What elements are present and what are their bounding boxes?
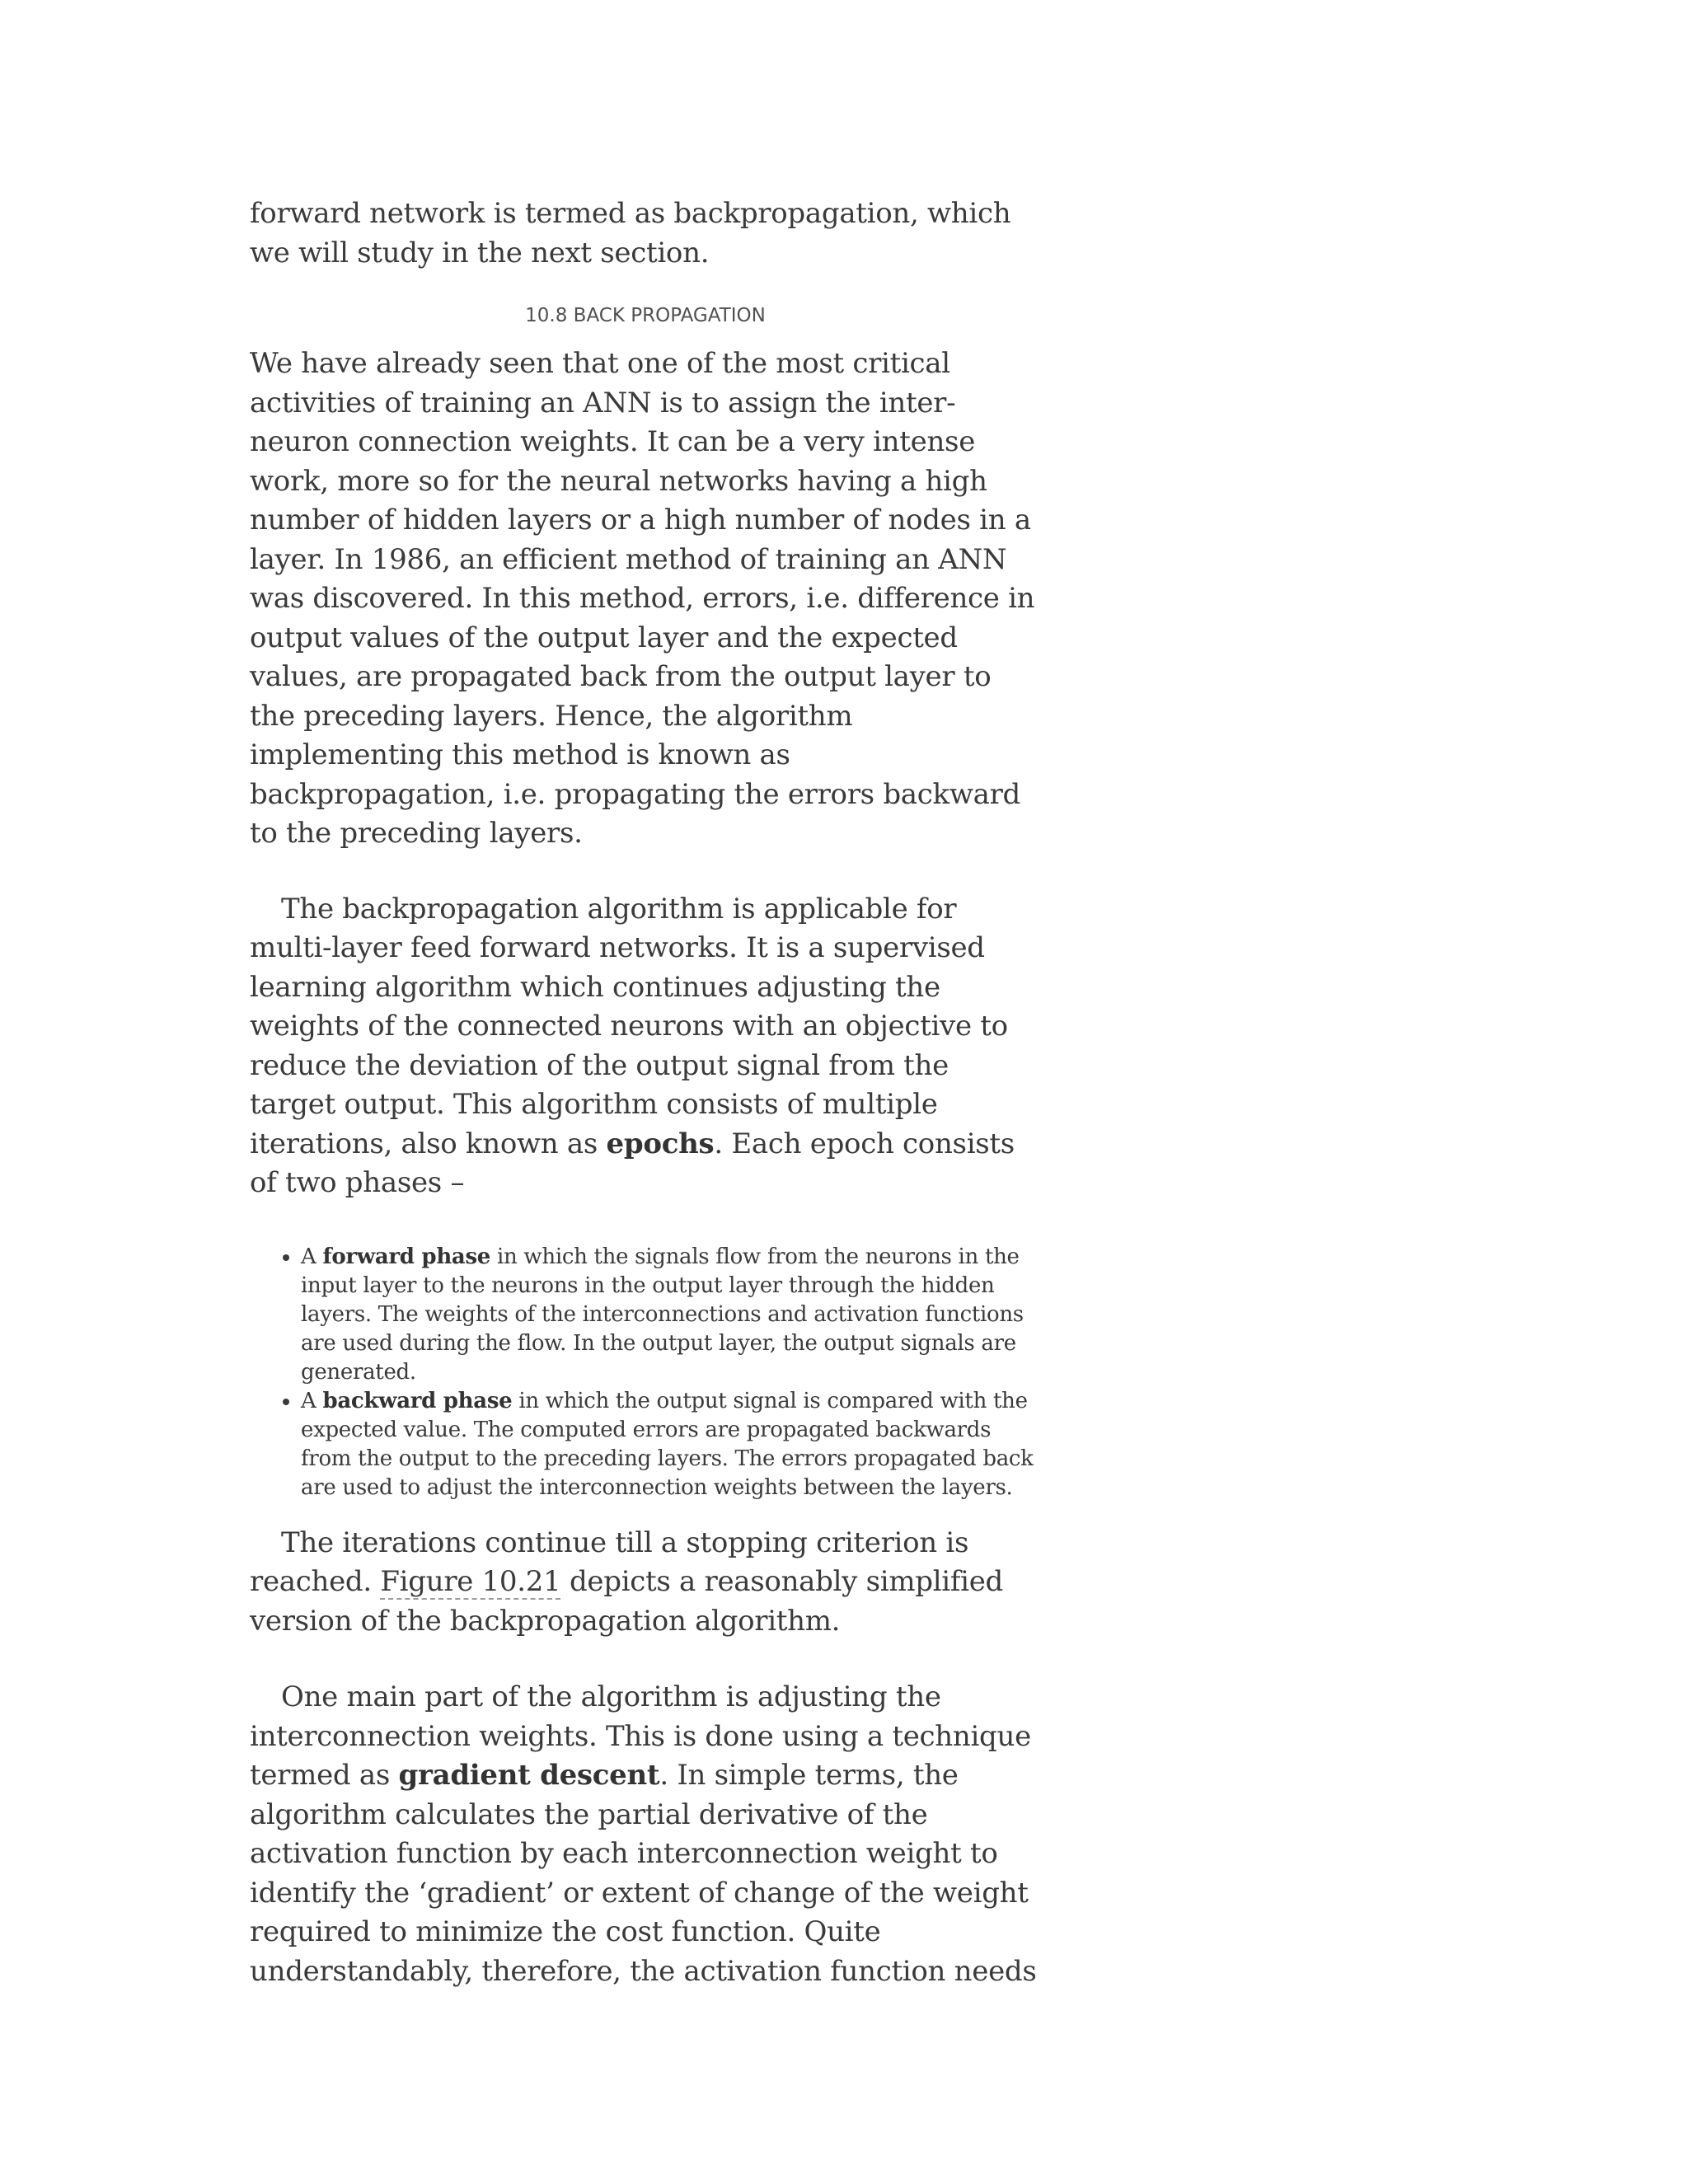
paragraph-backprop-algorithm [250, 890, 1041, 1203]
term-epochs: epochs [606, 1127, 715, 1160]
paragraph-backprop-tail: . Each epoch consists of two phases – [250, 1127, 1015, 1199]
paragraph-gradient-text: One main part of the algorithm is adjusting the interconnection weights. This is done using a technique termed as [250, 1680, 1031, 1792]
term-forward-phase: forward phase [322, 1244, 491, 1269]
term-backward-phase: backward phase [322, 1388, 513, 1413]
figure-reference-link[interactable]: Figure 10.21 [380, 1565, 561, 1598]
term-gradient-descent: gradient descent [398, 1759, 660, 1792]
paragraph-gradient-tail: . In simple terms, the algorithm calculates the partial derivative of the activation function by each interconnection weight to identify the ‘gradient’ or extent of change of the weight required to minimize the cost function. Quite understandably, therefore, the activation function needs [250, 1759, 1037, 1988]
paragraph-backprop-text: The backpropagation algorithm is applicable for multi-layer feed forward networks. It is a supervised learning algorithm which continues adjusting the weights of the connected neurons with an objective to reduce the deviation of the output signal from the target output. This algorithm consists of multiple iterations, also known as [250, 892, 1008, 1160]
paragraph-ann-training [250, 344, 1041, 854]
paragraph-iterations [250, 1524, 1041, 1642]
paragraph-gradient-descent [250, 1678, 1041, 1991]
list-item-text: in which the output signal is compared with the expected value. The computed errors are propagated backwards from the output to the preceding layers. The errors propagated back are used to adjust the interconnection weights between the layers. [301, 1388, 1034, 1500]
intro-paragraph [250, 194, 1041, 273]
list-item-forward-phase [301, 1243, 1041, 1387]
book-page [250, 194, 1041, 1991]
intro-text: forward network is termed as backpropagation, which we will study in the next section. [250, 197, 1011, 269]
list-item-prefix: A [301, 1388, 323, 1413]
paragraph-iterations-tail: depicts a reasonably simplified version of the backpropagation algorithm. [250, 1565, 1004, 1638]
section-heading: 10.8 BACK PROPAGATION [525, 305, 766, 326]
list-item-prefix: A [301, 1244, 323, 1269]
list-item-text: in which the signals flow from the neurons in the input layer to the neurons in the output layer through the hidden layers. The weights of the interconnections and activation functions are used during the flow. In the output layer, the output signals are generated. [301, 1244, 1024, 1385]
paragraph-iterations-text: The iterations continue till a stopping criterion is reached. [250, 1526, 969, 1598]
paragraph-ann-training-text: We have already seen that one of the most critical activities of training an ANN is to assign the inter-neuron connection weights. It can be a very intense work, more so for the neural networks having a high number of hidden layers or a high number of nodes in a layer. In 1986, an efficient method of training an ANN was discovered. In this method, errors, i.e. difference in output values of the output layer and the expected values, are propagated back from the output layer to the preceding layers. Hence, the algorithm implementing this method is known as backpropagation, i.e. propagating the errors backward to the preceding layers. [250, 347, 1035, 850]
list-item-backward-phase [301, 1387, 1041, 1502]
phase-list [250, 1243, 1041, 1502]
